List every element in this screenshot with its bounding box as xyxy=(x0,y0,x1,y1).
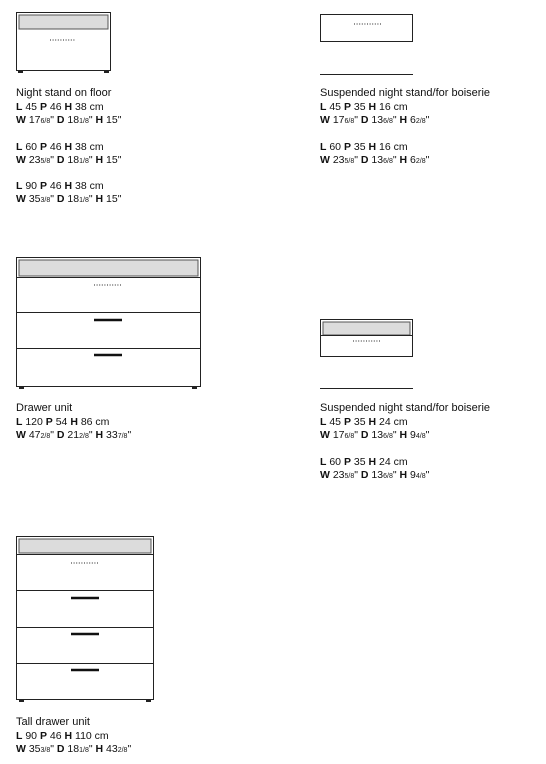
dim-letter: L xyxy=(320,416,327,429)
dim-fraction: 2/8 xyxy=(79,433,89,441)
metric-dims: L 45 P 46 H 38 cm xyxy=(16,101,104,114)
dim-letter: H xyxy=(399,114,408,127)
dim-fraction: 1/8 xyxy=(79,197,89,205)
dim-fraction: 1/8 xyxy=(79,157,89,165)
tall-drawer-unit-drawing xyxy=(16,536,156,704)
dim-letter: P xyxy=(343,140,351,153)
dim-letter: H xyxy=(64,101,73,114)
product-title: Suspended night stand/for boiserie xyxy=(320,402,491,414)
dim-letter: H xyxy=(368,140,377,153)
metric-dims: L 90 P 46 H 38 cm xyxy=(16,180,104,193)
spec-suspended-night-stand-small xyxy=(320,87,490,168)
dim-letter: P xyxy=(39,140,47,153)
dim-fraction: 4/8 xyxy=(415,433,426,441)
dim-letter: L xyxy=(16,730,23,743)
spec-night-stand-floor xyxy=(16,87,121,207)
metric-dims: L 120 P 54 H 86 cm xyxy=(16,416,110,429)
metric-dims: L 60 P 35 H 24 cm xyxy=(320,455,408,468)
dim-letter: D xyxy=(56,114,65,127)
imperial-dims: W 235/8" D 181/8" H 15" xyxy=(16,153,122,166)
dim-letter: W xyxy=(16,429,26,442)
dim-fraction: 5/8 xyxy=(344,472,355,480)
dim-letter: D xyxy=(360,468,369,481)
dim-letter: P xyxy=(343,455,351,468)
dim-letter: P xyxy=(39,101,47,114)
dim-letter: H xyxy=(70,416,78,429)
metric-dims: L 45 P 35 H 16 cm xyxy=(320,101,408,114)
dim-letter: H xyxy=(95,114,104,127)
dim-fraction: 5/8 xyxy=(40,157,51,165)
dim-letter: D xyxy=(360,429,369,442)
dim-fraction: 2/8 xyxy=(415,118,426,126)
dim-letter: H xyxy=(64,180,73,193)
dim-letter: P xyxy=(39,730,47,743)
dim-fraction: 2/8 xyxy=(415,157,426,165)
suspended-night-stand-small-drawing xyxy=(320,14,415,76)
metric-dims: L 60 P 46 H 38 cm xyxy=(16,140,104,153)
dim-letter: H xyxy=(399,429,408,442)
dim-letter: L xyxy=(320,101,327,114)
dim-letter: D xyxy=(56,743,65,756)
dim-letter: H xyxy=(95,429,104,442)
suspended-night-stand-tall-drawing xyxy=(320,319,415,391)
dim-letter: W xyxy=(320,114,330,127)
dim-letter: L xyxy=(16,180,23,193)
dim-fraction: 3/8 xyxy=(40,197,51,205)
imperial-dims: W 176/8" D 136/8" H 62/8" xyxy=(320,114,430,127)
dim-fraction: 6/8 xyxy=(383,157,393,165)
dim-fraction: 6/8 xyxy=(383,118,393,126)
imperial-dims: W 176/8" D 136/8" H 94/8" xyxy=(320,429,430,442)
dim-letter: D xyxy=(56,193,65,206)
dim-letter: L xyxy=(16,140,23,153)
dim-letter: H xyxy=(368,455,377,468)
spec-suspended-night-stand-tall xyxy=(320,402,490,483)
dim-letter: P xyxy=(343,101,351,114)
product-title: Night stand on floor xyxy=(16,87,112,99)
spec-tall-drawer-unit xyxy=(16,716,131,758)
dim-letter: P xyxy=(343,416,351,429)
dim-fraction: 6/8 xyxy=(383,472,393,480)
product-title: Suspended night stand/for boiserie xyxy=(320,87,491,99)
dim-letter: L xyxy=(16,101,23,114)
dim-letter: H xyxy=(64,730,73,743)
dim-letter: L xyxy=(320,140,327,153)
dim-letter: H xyxy=(368,101,377,114)
dim-letter: H xyxy=(368,416,377,429)
dim-fraction: 7/8 xyxy=(117,433,128,441)
dim-letter: D xyxy=(56,429,65,442)
dim-fraction: 2/8 xyxy=(40,433,51,441)
metric-dims: L 45 P 35 H 24 cm xyxy=(320,416,408,429)
dim-letter: H xyxy=(399,468,408,481)
imperial-dims: W 235/8" D 136/8" H 62/8" xyxy=(320,153,430,166)
dim-fraction: 6/8 xyxy=(344,118,355,126)
metric-dims: L 60 P 35 H 16 cm xyxy=(320,140,408,153)
dim-fraction: 6/8 xyxy=(383,433,393,441)
dim-letter: W xyxy=(320,429,330,442)
imperial-dims: W 472/8" D 212/8" H 337/8" xyxy=(16,429,132,442)
dim-letter: D xyxy=(360,153,369,166)
metric-dims: L 90 P 46 H 110 cm xyxy=(16,730,109,743)
dim-letter: W xyxy=(16,153,26,166)
dim-letter: P xyxy=(39,180,47,193)
dim-fraction: 2/8 xyxy=(117,747,128,755)
dim-letter: H xyxy=(399,153,408,166)
dim-letter: W xyxy=(16,743,26,756)
dim-fraction: 6/8 xyxy=(344,433,355,441)
dim-letter: H xyxy=(95,193,104,206)
dim-letter: W xyxy=(320,468,330,481)
imperial-dims: W 176/8" D 181/8" H 15" xyxy=(16,114,122,127)
dim-letter: D xyxy=(56,153,65,166)
dim-fraction: 1/8 xyxy=(79,118,89,126)
dim-fraction: 6/8 xyxy=(40,118,51,126)
dim-letter: L xyxy=(16,416,23,429)
dim-letter: W xyxy=(16,193,26,206)
dim-fraction: 1/8 xyxy=(79,747,89,755)
product-title: Tall drawer unit xyxy=(16,716,90,728)
dim-letter: H xyxy=(95,153,104,166)
dim-letter: P xyxy=(45,416,53,429)
dim-fraction: 5/8 xyxy=(344,157,355,165)
dim-fraction: 4/8 xyxy=(415,472,426,480)
imperial-dims: W 353/8" D 181/8" H 15" xyxy=(16,193,122,206)
dim-letter: H xyxy=(64,140,73,153)
imperial-dims: W 235/8" D 136/8" H 94/8" xyxy=(320,468,430,481)
dim-letter: W xyxy=(16,114,26,127)
dim-letter: H xyxy=(95,743,104,756)
drawer-unit-drawing xyxy=(16,257,202,391)
night-stand-floor-drawing xyxy=(16,12,111,74)
imperial-dims: W 353/8" D 181/8" H 432/8" xyxy=(16,743,132,756)
dim-letter: L xyxy=(320,455,327,468)
spec-drawer-unit xyxy=(16,402,131,444)
dim-fraction: 3/8 xyxy=(40,747,51,755)
dim-letter: D xyxy=(360,114,369,127)
dim-letter: W xyxy=(320,153,330,166)
product-title: Drawer unit xyxy=(16,402,73,414)
